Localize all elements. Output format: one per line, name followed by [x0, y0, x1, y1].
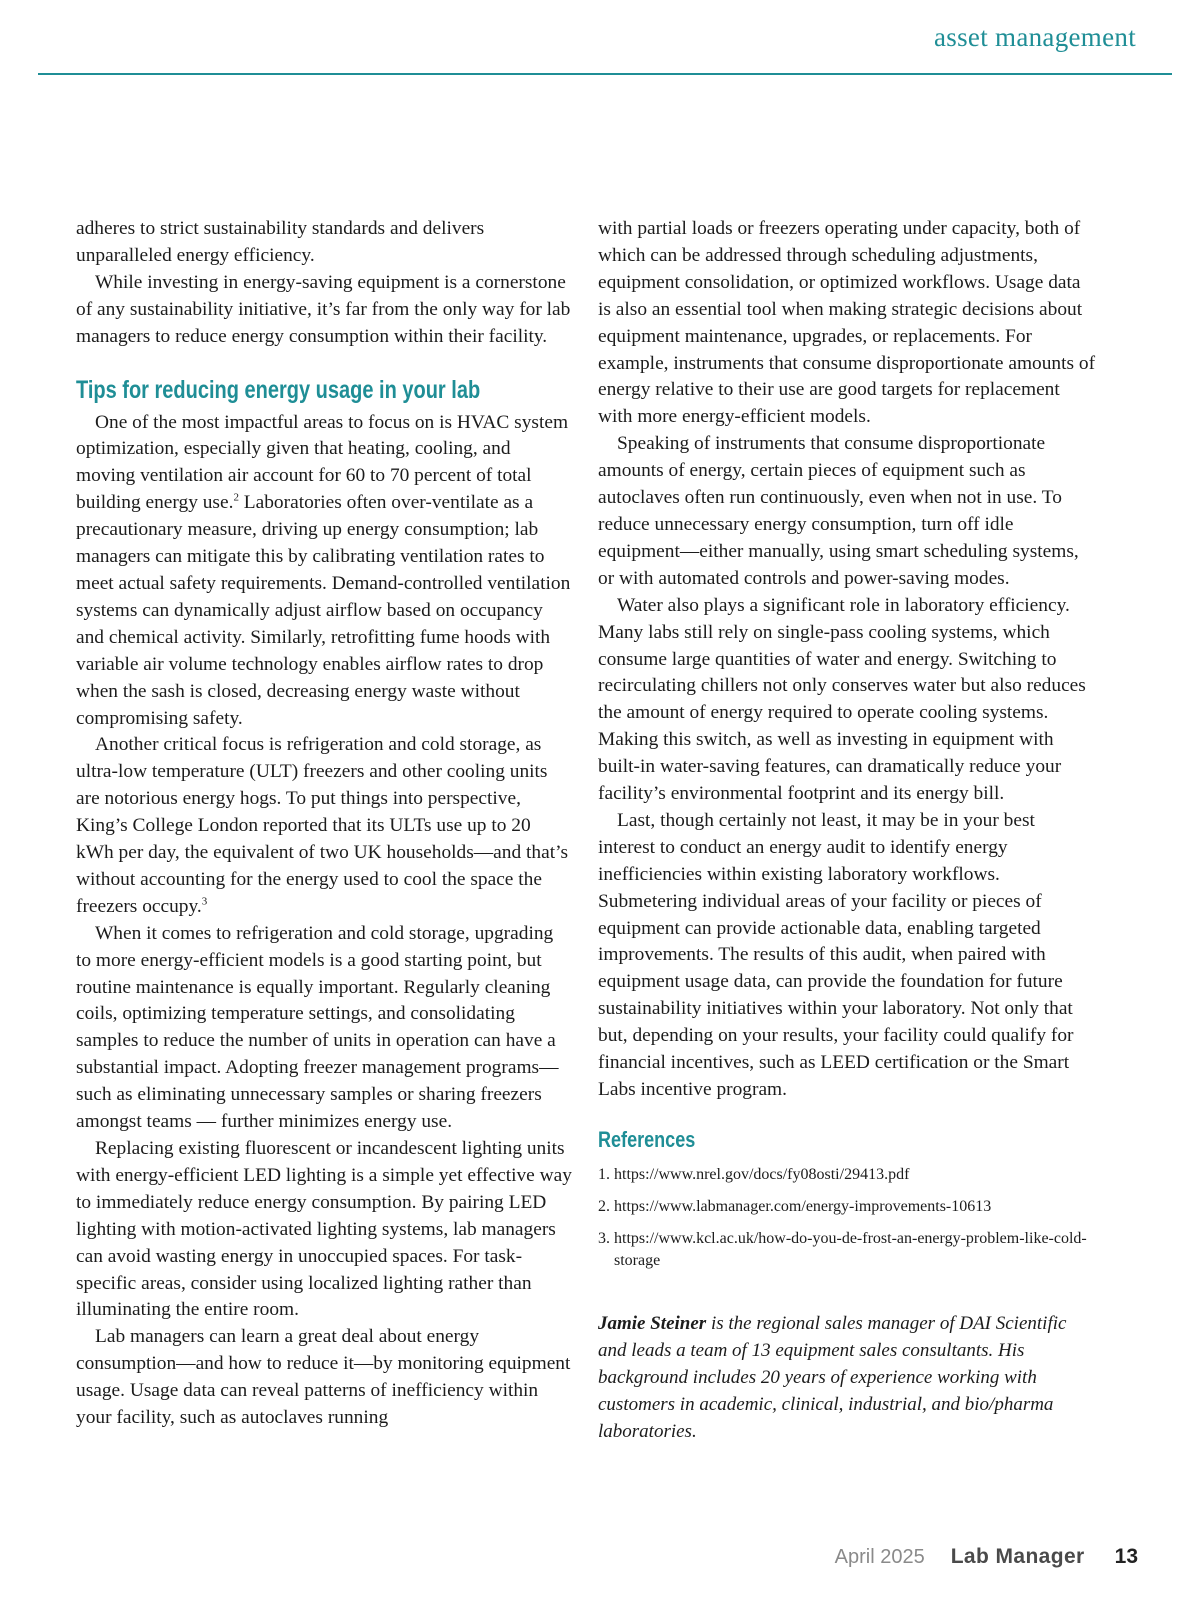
references-list: [598, 1164, 1096, 1272]
paragraph: Water also plays a significant role in laboratory efficiency. Many labs still rely on single-pass cooling systems, which consume large quantities of water and energy. Switching to recirculating chillers not only conserves water but also reduces the amount of energy required to operate cooling systems. Making this switch, as well as investing in equipment with built-in water-saving features, can dramatically reduce your facility’s environmental footprint and its energy bill.: [598, 594, 1086, 805]
author-name: Jamie Steiner: [598, 1312, 707, 1334]
reference-link-2[interactable]: 2. https://www.labmanager.com/energy-improvements-10613: [598, 1197, 992, 1215]
page-footer: [835, 1545, 1138, 1569]
paragraph: While investing in energy-saving equipment is a cornerstone of any sustainability initiative, it’s far from the only way for lab managers to reduce energy consumption within their facility.: [76, 271, 571, 347]
paragraph: Lab managers can learn a great deal about energy consumption—and how to reduce it—by monitoring equipment usage. Usage data can reveal patterns of inefficiency within your facility, such as autoclaves running: [76, 1326, 571, 1429]
reference-link-3[interactable]: 3. https://www.kcl.ac.uk/how-do-you-de-frost-an-energy-problem-like-cold-storage: [598, 1229, 1087, 1269]
paragraph: [76, 410, 572, 733]
paragraph: [76, 732, 572, 920]
citation-marker: 2: [233, 491, 239, 504]
citation-marker: 3: [201, 895, 208, 908]
page-number: 13: [1114, 1545, 1138, 1568]
author-bio: [598, 1310, 1096, 1445]
left-column: [76, 216, 572, 1432]
paragraph: Replacing existing fluorescent or incandescent lighting units with energy-efficient LED lighting is a simple yet effective way to immediately reduce energy consumption. By pairing LED lighting with motion-activated lighting systems, lab managers can avoid wasting energy in unoccupied spaces. For task-specific areas, consider using localized lighting rather than illuminating the entire room.: [76, 1138, 572, 1321]
paragraph: with partial loads or freezers operating under capacity, both of which can be addressed through scheduling adjustments, equipment consolidation, or optimized workflows. Usage data is also an essential tool when making strategic decisions about equipment maintenance, upgrades, or replacements. For example, instruments that consume disproportionate amounts of energy relative to their use are good targets for replacement with more energy-efficient models.: [598, 218, 1096, 428]
issue-date: April 2025: [834, 1546, 925, 1568]
paragraph-text: Laboratories often over-ventilate as a precautionary measure, driving up energy consumption; lab managers can mitigate this by calibrating ventilation rates to meet actual safety requirements. Demand-controlled ventilation systems can dynamically adjust airflow based on occupancy and chemical activity. Similarly, retrofitting fume hoods with variable air volume technology enables airflow rates to drop when the sash is closed, decreasing energy waste without compromising safety.: [76, 492, 571, 729]
author-bio-text: is the regional sales manager of DAI Scientific and leads a team of 13 equipment sales consultants. His background includes 20 years of experience working with customers in academic, clinical, industrial, and bio/pharma laboratories.: [598, 1312, 1067, 1442]
references-heading: References: [598, 1126, 696, 1152]
header-rule: [38, 73, 1172, 75]
paragraph: Speaking of instruments that consume disproportionate amounts of energy, certain pieces of equipment such as autoclaves often run continuously, even when not in use. To reduce unnecessary energy consumption, turn off idle equipment—either manually, using smart scheduling systems, or with automated controls and power-saving modes.: [598, 433, 1079, 589]
right-column: [598, 216, 1096, 1445]
paragraph-text: Another critical focus is refrigeration and cold storage, as ultra-low temperature (ULT) freezers and other cooling units are notorious energy hogs. To put things into perspective, King’s College London reported that its ULTs use up to 20 kWh per day, the equivalent of two UK households—and that’s without accounting for the energy used to cool the space the freezers occupy.: [76, 734, 569, 917]
reference-link-1[interactable]: 1. https://www.nrel.gov/docs/fy08osti/29413.pdf: [598, 1165, 910, 1183]
paragraph: Last, though certainly not least, it may be in your best interest to conduct an energy audit to identify energy inefficiencies within existing laboratory workflows. Submetering individual areas of your facility or pieces of equipment can provide actionable data, enabling targeted improvements. The results of this audit, when paired with equipment usage data, can provide the foundation for future sustainability initiatives within your laboratory. Not only that but, depending on your results, your facility could qualify for financial incentives, such as LEED certification or the Smart Labs incentive program.: [598, 809, 1074, 1100]
magazine-name: Lab Manager: [950, 1545, 1085, 1568]
section-heading: Tips for reducing energy usage in your lab: [76, 375, 481, 404]
section-tag: asset management: [934, 22, 1136, 52]
paragraph: adheres to strict sustainability standards and delivers unparalleled energy efficiency.: [76, 218, 485, 266]
paragraph: When it comes to refrigeration and cold storage, upgrading to more energy-efficient models is a good starting point, but routine maintenance is equally important. Regularly cleaning coils, optimizing temperature settings, and consolidating samples to reduce the number of units in operation can have a substantial impact. Adopting freezer management programs—such as eliminating unnecessary samples or sharing freezers amongst teams — further minimizes energy use.: [76, 922, 559, 1133]
paragraph-text: One of the most impactful areas to focus on is HVAC system optimization, especially given that heating, cooling, and moving ventilation air account for 60 to 70 percent of total building energy use.: [76, 411, 569, 514]
